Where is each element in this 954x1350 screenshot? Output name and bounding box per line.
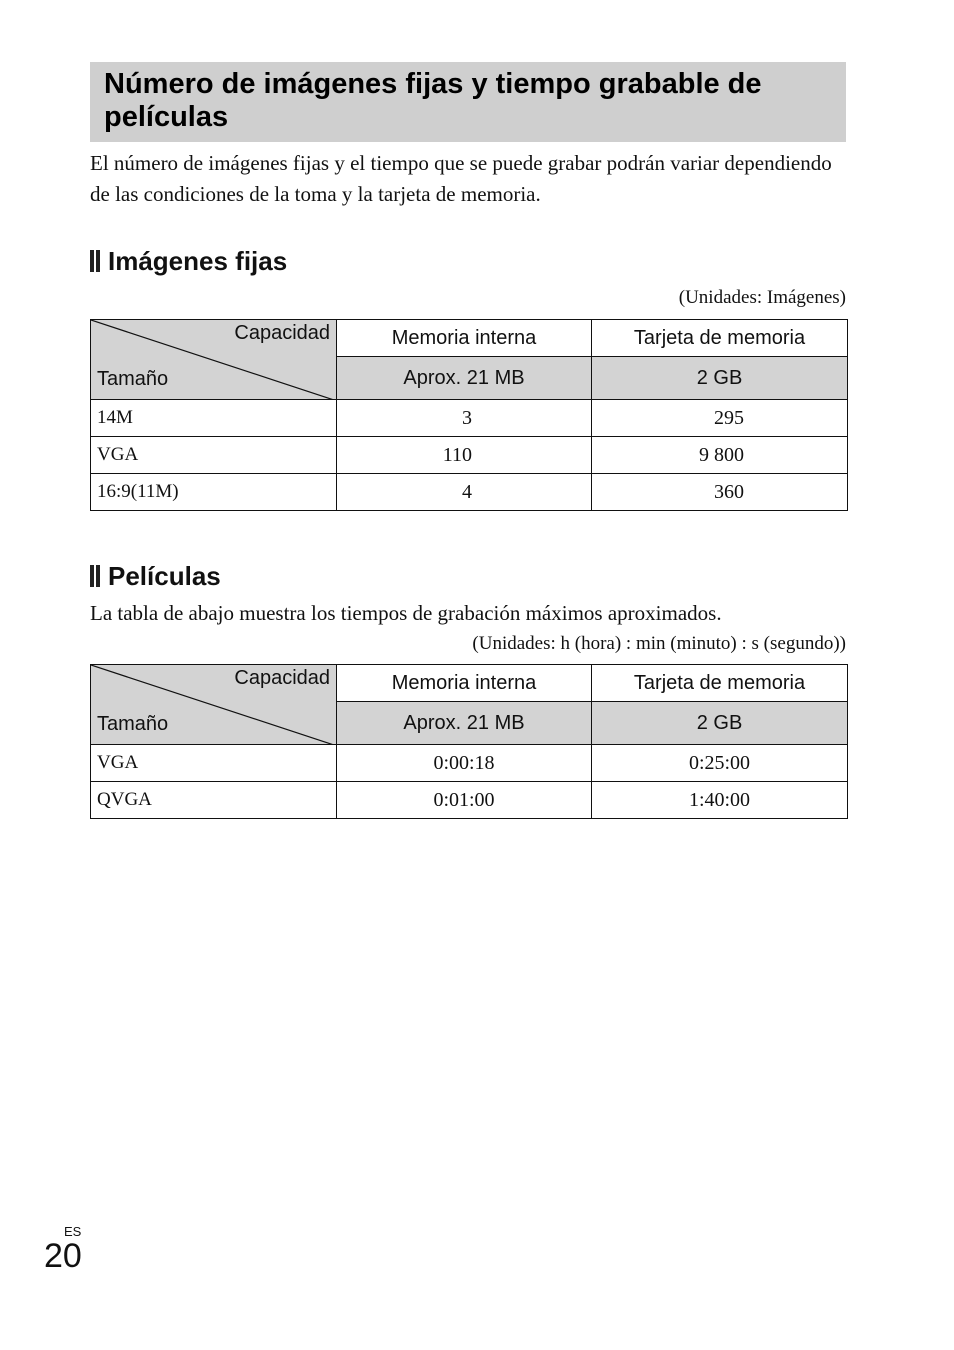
internal-value: 0:01:00 xyxy=(337,782,592,819)
table-corner-cell xyxy=(91,320,337,400)
internal-value: 3 xyxy=(337,400,592,437)
capacity-label: Capacidad xyxy=(234,667,330,689)
col-header-card: Tarjeta de memoria xyxy=(592,665,848,702)
internal-value: 110 xyxy=(337,437,592,474)
page-number: 20 xyxy=(44,1237,82,1275)
table-row xyxy=(91,745,848,782)
col-header-internal: Memoria interna xyxy=(337,665,592,702)
capacity-label: Capacidad xyxy=(234,322,330,344)
table-row xyxy=(91,437,848,474)
card-value: 360 xyxy=(592,474,848,511)
card-value: 9 800 xyxy=(592,437,848,474)
col-subheader-card: 2 GB xyxy=(592,702,848,745)
intro-text: El número de imágenes fijas y el tiempo que se puede grabar podrán variar dependiendo de las condiciones de la toma y la tarjeta de memoria. xyxy=(90,151,832,206)
movies-units-note: (Unidades: h (hora) : min (minuto) : s (segundo)) xyxy=(472,633,846,654)
row-label: VGA xyxy=(91,437,337,474)
col-subheader-internal: Aprox. 21 MB xyxy=(337,357,592,400)
page-title: Número de imágenes fijas y tiempo grabable de películas xyxy=(104,68,762,133)
movies-heading-text: Películas xyxy=(108,561,221,591)
table-row xyxy=(91,782,848,819)
col-subheader-card: 2 GB xyxy=(592,357,848,400)
col-subheader-internal: Aprox. 21 MB xyxy=(337,702,592,745)
card-value: 0:25:00 xyxy=(592,745,848,782)
col-header-internal: Memoria interna xyxy=(337,320,592,357)
col-header-card: Tarjeta de memoria xyxy=(592,320,848,357)
title-bar xyxy=(90,62,846,142)
size-label: Tamaño xyxy=(97,713,169,735)
row-label: 16:9(11M) xyxy=(91,474,337,511)
still-images-heading xyxy=(90,246,287,276)
internal-value: 4 xyxy=(337,474,592,511)
card-value: 295 xyxy=(592,400,848,437)
language-code: ES xyxy=(64,1224,82,1239)
size-label: Tamaño xyxy=(97,368,169,390)
card-value: 1:40:00 xyxy=(592,782,848,819)
internal-value: 0:00:18 xyxy=(337,745,592,782)
table-corner-cell xyxy=(91,665,337,745)
table-row xyxy=(91,400,848,437)
row-label: QVGA xyxy=(91,782,337,819)
movies-table xyxy=(90,664,848,819)
still-images-table xyxy=(90,319,848,511)
section-marker-icon xyxy=(90,250,100,272)
still-units-note: (Unidades: Imágenes) xyxy=(678,287,846,308)
section-marker-icon xyxy=(90,565,100,587)
movies-heading xyxy=(90,561,221,591)
table-row xyxy=(91,474,848,511)
movies-intro-text: La tabla de abajo muestra los tiempos de grabación máximos aproximados. xyxy=(90,601,722,625)
row-label: 14M xyxy=(91,400,337,437)
row-label: VGA xyxy=(91,745,337,782)
still-images-heading-text: Imágenes fijas xyxy=(108,246,288,276)
